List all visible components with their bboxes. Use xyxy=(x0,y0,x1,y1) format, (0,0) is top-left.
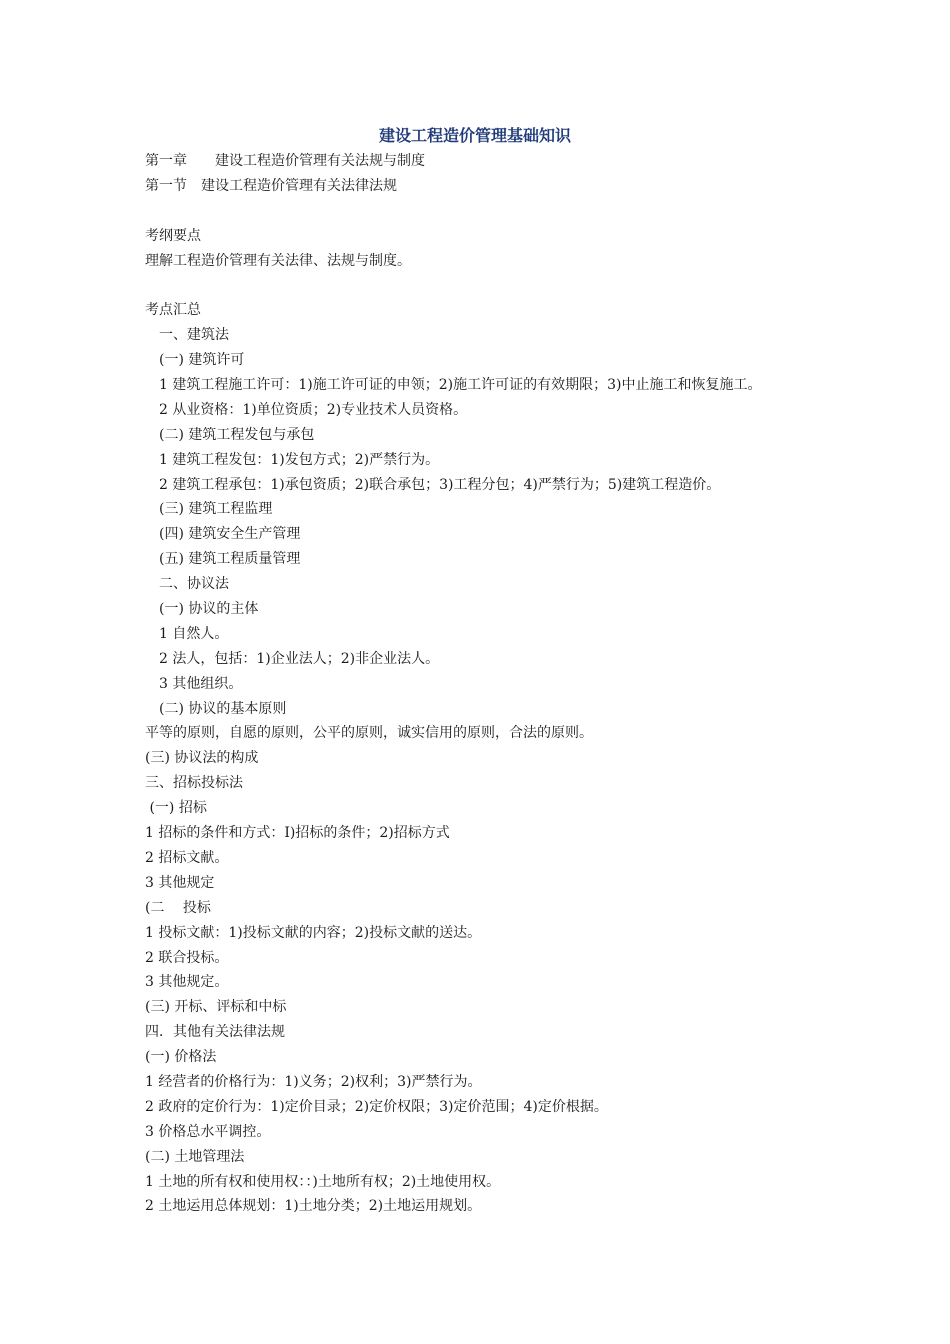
blank-line xyxy=(145,273,845,298)
list-item: (二) 建筑工程发包与承包 xyxy=(159,426,315,443)
list-item: 平等的原则，自愿的原则，公平的原则，诚实信用的原则，合法的原则。 xyxy=(145,725,593,742)
list-item: (一) 价格法 xyxy=(145,1049,217,1066)
list-item: 三、招标投标法 xyxy=(145,775,243,792)
list-item: (一) 招标 xyxy=(145,800,207,817)
list-item: (三) 协议法的构成 xyxy=(145,750,259,767)
list-item: 2 联合投标。 xyxy=(145,949,229,966)
list-item: 3 其他规定 xyxy=(145,874,215,891)
list-item: 1 建筑工程发包：1)发包方式；2)严禁行为。 xyxy=(159,451,440,468)
syllabus-text: 理解工程造价管理有关法律、法规与制度。 xyxy=(145,252,411,269)
chapter-heading: 第一章 建设工程造价管理有关法规与制度 xyxy=(145,153,425,169)
list-item: 1 建筑工程施工许可：1)施工许可证的申领；2)施工许可证的有效期限；3)中止施工和恢复施工。 xyxy=(159,377,762,394)
list-item: 2 招标文献。 xyxy=(145,849,229,866)
section-heading: 第一节 建设工程造价管理有关法律法规 xyxy=(145,177,397,194)
list-item: 一、建筑法 xyxy=(159,327,229,344)
list-item: (三) 开标、评标和中标 xyxy=(145,999,287,1016)
list-item: (一) 建筑许可 xyxy=(159,352,245,369)
summary-heading: 考点汇总 xyxy=(145,302,201,319)
blank-line xyxy=(145,199,845,224)
list-item: (二 投标 xyxy=(145,899,211,916)
list-item: 3 价格总水平调控。 xyxy=(145,1123,271,1140)
list-item: (二) 协议的基本原则 xyxy=(159,700,287,717)
list-item: 1 投标文献：1)投标文献的内容；2)投标文献的送达。 xyxy=(145,924,482,941)
document-body xyxy=(145,149,845,1219)
list-item: 2 建筑工程承包：1)承包资质；2)联合承包；3)工程分包；4)严禁行为；5)建筑工程造价。 xyxy=(159,476,721,493)
list-item: (四) 建筑安全生产管理 xyxy=(159,526,301,543)
list-item: (一) 协议的主体 xyxy=(159,601,259,618)
document-title: 建设工程造价管理基础知识 xyxy=(378,126,571,145)
list-item: 1 土地的所有权和使用权：：)土地所有权；2)土地使用权。 xyxy=(145,1173,501,1190)
list-item: 1 经营者的价格行为：1)义务；2)权利；3)严禁行为。 xyxy=(145,1073,482,1090)
list-item: 3 其他规定。 xyxy=(145,974,229,991)
list-item: 2 从业资格：1)单位资质；2)专业技术人员资格。 xyxy=(159,401,468,418)
list-item: 3 其他组织。 xyxy=(159,675,243,692)
syllabus-heading: 考纲要点 xyxy=(145,227,201,244)
list-item: 1 自然人。 xyxy=(159,625,229,642)
list-item: 1 招标的条件和方式：I)招标的条件；2)招标方式 xyxy=(145,825,450,842)
list-item: 2 法人，包括：1)企业法人；2)非企业法人。 xyxy=(159,650,440,667)
list-item: 2 土地运用总体规划：1)土地分类；2)土地运用规划。 xyxy=(145,1198,482,1215)
list-item: (二) 土地管理法 xyxy=(145,1148,245,1165)
list-item: 二、协议法 xyxy=(159,576,229,593)
list-item: 四．其他有关法律法规 xyxy=(145,1024,285,1041)
list-item: 2 政府的定价行为：1)定价目录；2)定价权限；3)定价范围；4)定价根据。 xyxy=(145,1098,608,1115)
list-item: (五) 建筑工程质量管理 xyxy=(159,551,301,568)
list-item: (三) 建筑工程监理 xyxy=(159,501,273,518)
